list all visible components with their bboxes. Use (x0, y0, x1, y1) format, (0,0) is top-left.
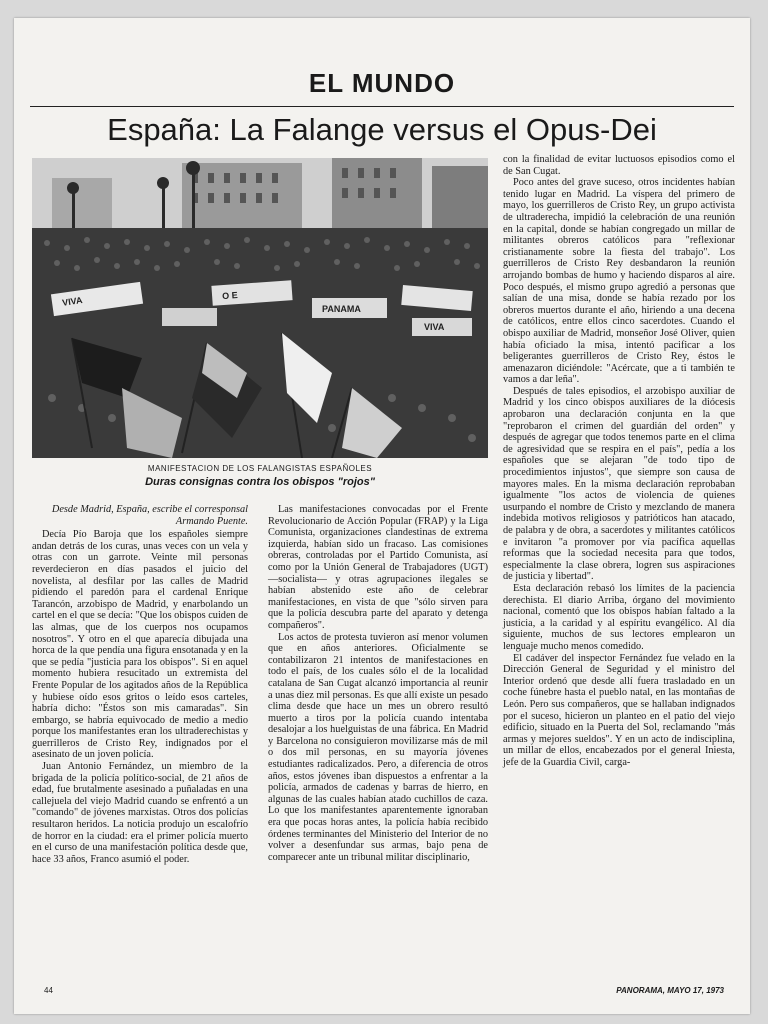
article-column-2 (268, 504, 488, 863)
banner-text-3: VIVA (424, 322, 445, 332)
crowd-photo-illustration (32, 158, 488, 458)
crowd-photo (32, 158, 488, 458)
page-number: 44 (44, 986, 53, 995)
paragraph: Esta declaración rebasó los límites de la paciencia derechista. El diario Arriba, órgano del movimiento nacional, comentó que los obispos habían faltado a la justicia, a la caridad y al espíritu evangélico. Al día siguiente, muchos de sus lectores emplearon un lenguaje mucho menos comedido. (503, 582, 735, 652)
paragraph: El cadáver del inspector Fernández fue velado en la Dirección General de Seguridad y el ministro del Interior ordenó que desde allí fuera trasladado en un coche fúnebre hasta el pueblo natal, en las montañas de León. Pero sus compañeros, que se hallaban indignados por el suceso, hicieron un planteo en el patio del viejo edificio, situado en la Puerta del Sol, reclamando "más armas y mejores sueldos". Y en un acto de indisciplina, un millar de ellos, encabezados por el general Iniesta, jefe de la Guardia Civil, carga- (503, 652, 735, 768)
banner-text-2: PANAMA (322, 304, 361, 314)
section-title: EL MUNDO (308, 68, 456, 98)
article-headline: España: La Falange versus el Opus-Dei (107, 112, 657, 147)
article-column-3 (503, 154, 735, 768)
paragraph: Juan Antonio Fernández, un miembro de la brigada de la policía político-social, de 21 años de edad, fue brutalmente asesinado a puñaladas en una callejuela del viejo Madrid cuando se enfrentó a un "comando" de jóvenes marxistas. Otros dos policías resultaron heridos. La noticia produjo un escalofrío de horror en la ciudad: era el primer policía muerto en el curso de una manifestación política desde que, hace 33 años, Franco asumió el poder. (32, 761, 248, 865)
article-column-1 (32, 504, 248, 865)
paragraph: Las manifestaciones convocadas por el Frente Revolucionario de Acción Popular (FRAP) y la Liga Comunista, organizaciones clandestinas de extrema izquierda, habían sido un fracaso. Las comisiones obreras, controladas por el Partido Comunista, así como por la Unión General de Trabajadores (UGT) —socialista— y otras agrupaciones ilegales se habían abstenido este año de celebrar manifestaciones, en vista de que "sólo sirven para que la policía descubra parte del aparato y detenga compañeros". (268, 504, 488, 631)
paragraph: Después de tales episodios, el arzobispo auxiliar de Madrid y los cinco obispos auxiliares de la diócesis aprobaron una declaración conjunta en la que "reprobaron el crimen del guardián del orden" y después de agregar que todos tenemos parte en el clima de agresividad que se respira en el país", pedía a los españoles que se alejaran "de todo tipo de procedimientos injustos", que siempre son causa de mayores males. En la misma declaración reprobaban igualmente "los actos de violencia de quienes usurpando el nombre de Cristo y mezclando de manera indebida motivos religiosos y patrióticos han atacado, de palabra y de obra, a sacerdotes y militantes católicos e invitaron "a promover por vía pacífica aquellas reformas que la sociedad necesita para que todos, especialmente la clase obrera, logren sus aspiraciones de justicia y libertad". (503, 385, 735, 583)
byline: Desde Madrid, España, escribe el corresponsal Armando Puente. (51, 504, 248, 527)
paragraph: Los actos de protesta tuvieron así menor volumen que en años anteriores. Oficialmente se contabilizaron 21 intentos de manifestaciones en todo el país, de los cuales sólo el de la localidad catalana de San Cugat alcanzó importancia al reunir a unas diez mil personas. Es que allí existe un pesado clima desde que hace un mes un obrero resultó muerto a tiros por la policía cuando intentaba desalojar a los huelguistas de una fábrica. En Madrid y Barcelona no consiguieron movilizarse más de mil o dos mil personas, en su mayoría jóvenes estudiantes radicalizados. Pero, a diferencia de otros años, estos jóvenes iban dispuestos a enfrentar a la policía, armados de cadenas y barras de hierro, en algunas de las cuales habían atado cuchillos de caza. Lo que los manifestantes aparentemente ignoraban era que pocas horas antes, la policía había recibido órdenes terminantes del Ministerio del Interior de no volver a desenfundar sus armas, bajo pena de comparecer ante un tribunal militar disciplinario, (268, 631, 488, 863)
paragraph: con la finalidad de evitar luctuosos episodios como el de San Cugat. (503, 154, 735, 177)
banner-text-4: O E (221, 290, 238, 302)
publication-footer: PANORAMA, MAYO 17, 1973 (616, 986, 724, 995)
paragraph: Poco antes del grave suceso, otros incidentes habían tenido lugar en Madrid. La víspera del primero de mayo, los guerrilleros de Cristo Rey, un grupo activista de ultraderecha, impidió la celebración de una reunión en la capital, donde se habían congregado un millar de militantes obreros católicos para "reflexionar cristianamente sobre la fiesta del trabajo". Los guerrilleros de Cristo Rey desbandaron la reunión arrojando bombas de humo y haciendo disparos al aire. Poco después, el mismo grupo agredió a personas que salían de una misa, donde se había rezado por los obreros muertos durante el año, hiriendo a una decena de católicos, entre ellos cinco sacerdotes. Cuando el obispo auxiliar de Madrid, monseñor José Oliver, quien había oficiado la misa, intentó pacificar a los beligerantes guerrilleros de Cristo Rey, éstos le amenazaron diciéndole: "Acércate, que a ti también te vamos a dar leña". (503, 177, 735, 386)
paragraph: Decía Pío Baroja que los españoles siempre andan detrás de los curas, unas veces con un vela y otras con un garrote. Veinte mil personas reverdecieron en días pasados el juicio del novelista, al desfilar por las calles de Madrid pidiendo el paredón para el cardenal Enrique Tarancón, arzobispo de Madrid, y enarbolando un cartel en el que se decía: "Que los obispos cuiden de las almas, que de los cuerpos nos ocupamos nosotros". Y otro en el que aparecía dibujada una horca de la que pendía una figura ensotanada y en la que se pedía "justicia para los obispos". Si en aquel momento hubiera resucitado un extremista del Frente Popular de los agitados años de la República y hubiese oído esos gritos o leído esos carteles, habría dicho: "Éstos son mis camaradas". Sin embargo, se habría equivocado de medio a medio porque los manifestantes eran los ultraderechistas y guerrilleros de Cristo Rey, indignados por el asesinato de un joven policía. (32, 529, 248, 761)
magazine-page (14, 18, 750, 1014)
photo-caption: Duras consignas contra los obispos "rojos" (145, 476, 375, 488)
header-rule (30, 106, 734, 107)
banner-text-1: VIVA (61, 295, 84, 308)
photo-caption-kicker: MANIFESTACION DE LOS FALANGISTAS ESPAÑOLES (147, 464, 373, 473)
